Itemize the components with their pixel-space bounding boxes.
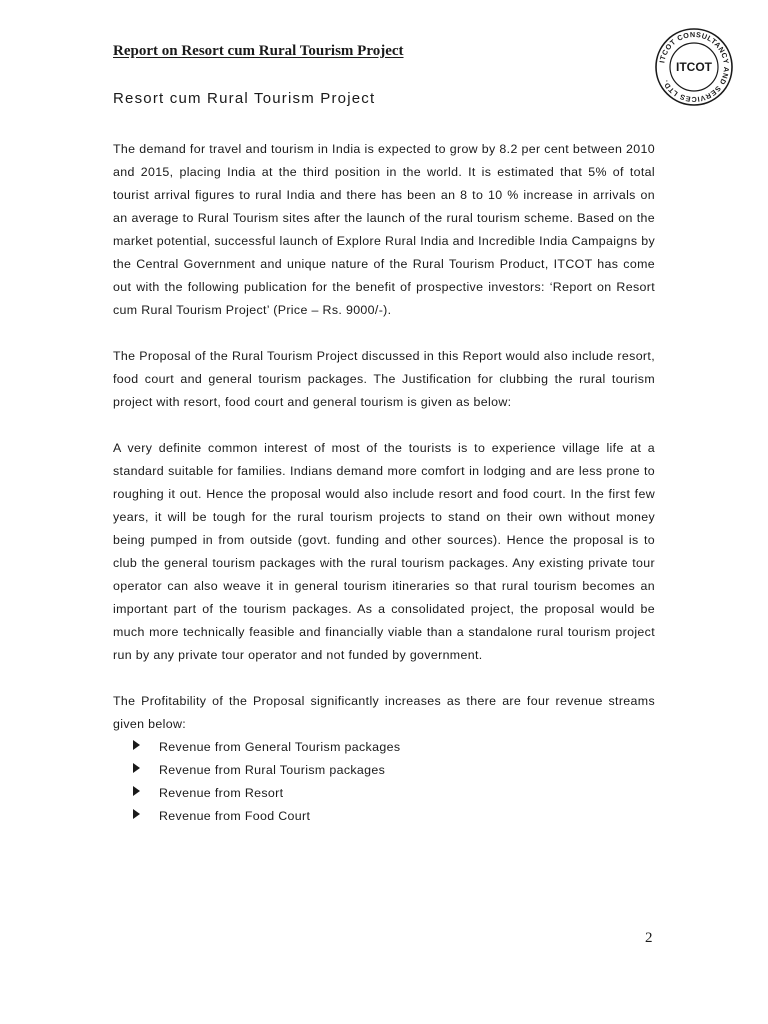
paragraph: The Profitability of the Proposal significantly increases as there are four revenue streams given below:	[113, 694, 655, 731]
paragraph: The Proposal of the Rural Tourism Project discussed in this Report would also include resort, food court and general tourism packages. The Justification for clubbing the rural tourism project with resort, food court and general tourism is given as below:	[113, 349, 655, 409]
arrowhead-bullet-icon	[133, 759, 159, 782]
page-number: 2	[645, 930, 653, 946]
list-item-text: Revenue from Resort	[159, 786, 284, 800]
running-header-title: Report on Resort cum Rural Tourism Project	[113, 43, 404, 59]
document-title: Resort cum Rural Tourism Project	[113, 90, 376, 107]
list-item-text: Revenue from General Tourism packages	[159, 740, 401, 754]
list-item-text: Revenue from Rural Tourism packages	[159, 763, 386, 777]
list-item	[133, 736, 655, 759]
list-item	[133, 782, 655, 805]
list-item	[133, 805, 655, 828]
paragraph: A very definite common interest of most of the tourists is to experience village life at a standard suitable for families. Indians demand more comfort in lodging and are less prone to roughing it out. Hence the proposal would also include resort and food court. In the first few years, it will be tough for the rural tourism projects to stand on their own without money being pumped in from outside (govt. funding and other sources). Hence the proposal is to club the general tourism packages with the rural tourism packages. Any existing private tour operator can also weave it in general tourism itineraries so that rural tourism becomes an important part of the tourism packages. As a consolidated project, the proposal would be much more technically feasible and financially viable than a standalone rural tourism project run by any private tour operator and not funded by government.	[113, 441, 655, 662]
logo-ring-text: ITCOT CONSULTANCY AND SERVICES LTD.	[657, 29, 732, 105]
itcot-logo	[654, 27, 734, 107]
arrowhead-bullet-icon	[133, 805, 159, 828]
list-item-text: Revenue from Food Court	[159, 809, 311, 823]
list-item	[133, 759, 655, 782]
logo-center-text: ITCOT	[676, 60, 712, 74]
paragraph: The demand for travel and tourism in India is expected to grow by 8.2 per cent between 2010 and 2015, placing India at the third position in the world. It is estimated that 5% of total tourist arrival figures to rural India and there has been an 8 to 10 % increase in arrivals on an average to Rural Tourism sites after the launch of the rural tourism scheme. Based on the market potential, successful launch of Explore Rural India and Incredible India Campaigns by the Central Government and unique nature of the Rural Tourism Product, ITCOT has come out with the following publication for the benefit of prospective investors: ‘Report on Resort cum Rural Tourism Project’ (Price – Rs. 9000/-).	[113, 142, 655, 317]
arrowhead-bullet-icon	[133, 782, 159, 805]
arrowhead-bullet-icon	[133, 736, 159, 759]
document-body	[113, 138, 655, 828]
revenue-streams-list	[113, 736, 655, 828]
